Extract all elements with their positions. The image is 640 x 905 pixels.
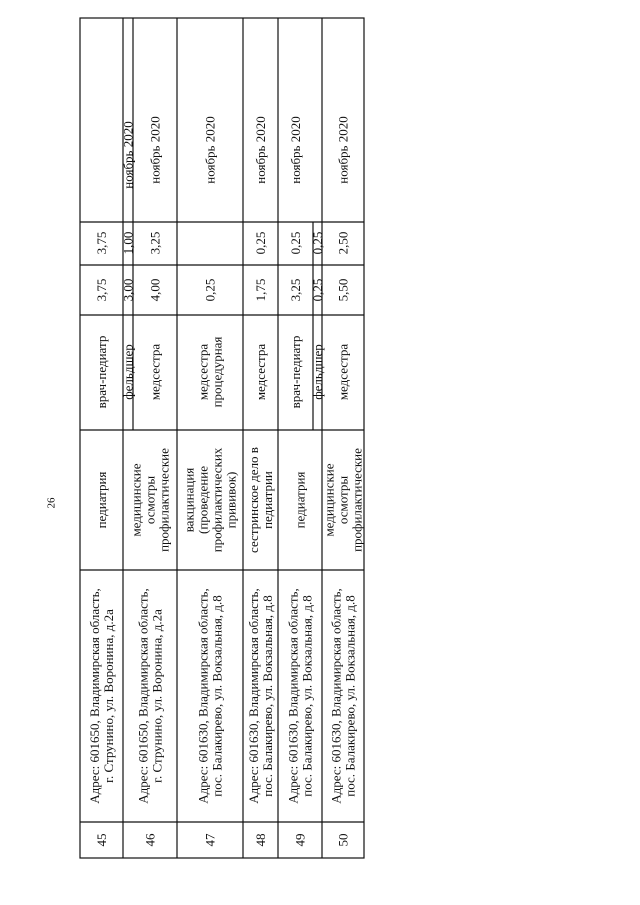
row-number: 45 [94, 833, 109, 847]
date-cell: ноябрь 2020 [120, 121, 136, 189]
role-cell: процедурная [209, 336, 225, 408]
address-cell: Адрес: 601630, Владимирская область, [195, 588, 211, 804]
address-cell: Адрес: 601650, Владимирская область, [135, 588, 151, 804]
activity-cell: профилактические [349, 448, 365, 552]
address-cell: Адрес: 601650, Владимирская область, [87, 588, 102, 804]
activity-cell: вакцинация [181, 467, 197, 533]
role-cell: медсестра [195, 343, 211, 401]
activity-cell: профилактических [209, 447, 225, 553]
row-number: 50 [335, 833, 351, 847]
value-b-cell: 0,25 [288, 231, 303, 255]
value-b-cell: 3,25 [147, 231, 163, 255]
value-b-cell: 1,00 [120, 231, 136, 255]
activity-cell: педиатрия [292, 471, 308, 529]
table-row [336, 834, 351, 847]
date-cell: ноябрь 2020 [253, 116, 268, 184]
address-cell: пос. Балакирево, ул. Вокзальная, д.8 [299, 595, 315, 797]
role-cell: фельдшер [120, 344, 136, 400]
role-cell: медсестра [147, 343, 163, 401]
date-cell: ноябрь 2020 [335, 116, 351, 184]
activity-cell: медицинские [321, 463, 337, 537]
value-a-cell: 1,75 [253, 278, 268, 302]
table-row [253, 834, 268, 847]
row-number: 48 [253, 833, 268, 847]
date-cell: ноябрь 2020 [147, 116, 163, 184]
value-a-cell: 3,25 [288, 278, 303, 302]
address-cell: Адрес: 601630, Владимирская область, [285, 588, 301, 804]
address-cell: г. Струнино, ул. Воронина, д.2а [149, 609, 165, 783]
role-cell: медсестра [253, 343, 268, 401]
activity-cell: прививок) [223, 471, 239, 529]
date-cell: ноябрь 2020 [202, 116, 218, 184]
activity-cell: медицинские [128, 463, 144, 537]
activity-cell: педиатрии [260, 471, 275, 529]
role-cell: фельдшер [310, 344, 325, 400]
value-b-cell: 0,25 [253, 231, 268, 255]
value-a-cell: 5,50 [335, 278, 351, 302]
value-a-cell: 0,25 [202, 278, 218, 302]
value-a-cell: 0,25 [310, 278, 325, 302]
activity-cell: профилактические [156, 448, 172, 552]
value-a-cell: 3,00 [120, 278, 136, 302]
activity-cell: осмотры [335, 475, 351, 525]
role-cell: медсестра [335, 343, 351, 401]
row-number: 47 [202, 833, 218, 847]
value-b-cell: 3,75 [94, 231, 109, 255]
row-number: 49 [292, 833, 308, 847]
date-cell: ноябрь 2020 [288, 116, 303, 184]
role-cell: врач-педиатр [94, 335, 109, 409]
table-row [203, 833, 218, 847]
address-cell: пос. Балакирево, ул. Вокзальная, д.8 [260, 595, 275, 797]
value-b-cell: 2,50 [335, 231, 351, 255]
activity-cell: осмотры [142, 475, 158, 525]
address-cell: Адрес: 601630, Владимирская область, [328, 588, 344, 804]
activity-cell: сестринское дело в [246, 447, 261, 553]
address-cell: г. Струнино, ул. Воронина, д.2а [101, 609, 116, 783]
value-a-cell: 4,00 [147, 278, 163, 302]
value-b-cell: 0,25 [310, 231, 325, 255]
activity-cell: педиатрия [94, 471, 109, 529]
table-row [293, 834, 308, 847]
value-a-cell: 3,75 [94, 278, 109, 302]
address-cell: пос. Балакирево, ул. Вокзальная, д.8 [209, 595, 225, 797]
page-number: 26 [45, 497, 58, 509]
table-row [94, 834, 109, 847]
table-row [143, 833, 158, 847]
role-cell: врач-педиатр [288, 335, 303, 409]
address-cell: пос. Балакирево, ул. Вокзальная, д.8 [342, 595, 358, 797]
address-cell: Адрес: 601630, Владимирская область, [246, 588, 261, 804]
row-number: 46 [142, 833, 158, 847]
activity-cell: (проведение [195, 465, 211, 535]
